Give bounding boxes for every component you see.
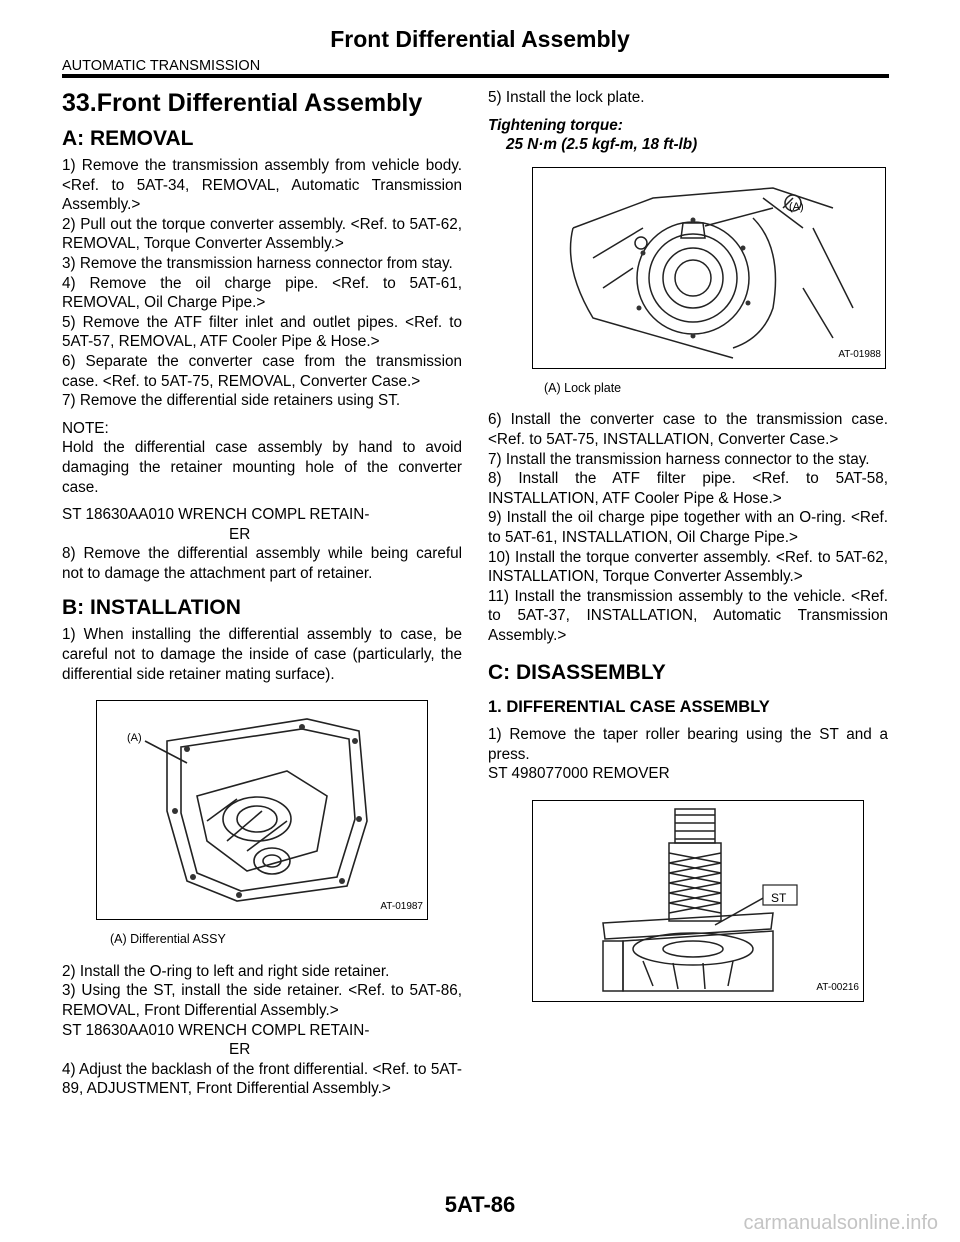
disassembly-subheading: 1. DIFFERENTIAL CASE ASSEMBLY: [488, 697, 770, 716]
remover-figure: [532, 800, 864, 1002]
installation-step-10: 10) Install the torque converter assembly. <Ref. to 5AT-62, INSTALLATION, Torque Converter Assembly.>: [488, 548, 888, 586]
installation-step-7: 7) Install the transmission harness connector to the stay.: [488, 450, 870, 468]
torque-value: 25 N·m (2.5 kgf-m, 18 ft-lb): [506, 136, 698, 154]
section-title: 33.Front Differential Assembly: [62, 89, 423, 117]
lock-plate-figure: [532, 167, 886, 369]
st-tool-line: ST 18630AA010 WRENCH COMPL RETAIN-: [62, 506, 370, 524]
st-tool-line-2: ST 18630AA010 WRENCH COMPL RETAIN-: [62, 1021, 370, 1039]
lock-plate-illustration: [533, 168, 885, 368]
removal-step-1: 1) Remove the transmission assembly from vehicle body. <Ref. to 5AT-34, REMOVAL, Automatic Transmission Assembly.>: [62, 157, 462, 214]
disassembly-heading: C: DISASSEMBLY: [488, 660, 666, 684]
installation-step-4: 4) Adjust the backlash of the front differential. <Ref. to 5AT-89, ADJUSTMENT, Front Differential Assembly.>: [62, 1060, 462, 1098]
installation-step-1: 1) When installing the differential assembly to case, be careful not to damage the inside of case (particularly, the differential side retainer mating surface).: [62, 626, 462, 683]
figure-code: AT-01988: [838, 349, 881, 361]
st-tool-line-3: ST 498077000 REMOVER: [488, 765, 670, 783]
figure-callout-a: (A): [127, 732, 142, 745]
removal-step-8: 8) Remove the differential assembly while being careful not to damage the attachment part of retainer.: [62, 545, 462, 582]
installation-heading: B: INSTALLATION: [62, 596, 241, 620]
figure-callout-a: (A): [789, 200, 804, 213]
removal-step-2: 2) Pull out the torque converter assembly. <Ref. to 5AT-62, REMOVAL, Torque Converter Assembly.>: [62, 215, 462, 253]
st-tool-line-2-cont: ER: [229, 1041, 251, 1059]
disassembly-step-1: 1) Remove the taper roller bearing using the ST and a press.: [488, 726, 888, 763]
left-column: [62, 88, 462, 1099]
installation-step-6: 6) Install the converter case to the transmission case. <Ref. to 5AT-75, INSTALLATION, Converter Case.>: [488, 411, 888, 448]
note-label: NOTE:: [62, 419, 109, 437]
removal-step-5: 5) Remove the ATF filter inlet and outlet pipes. <Ref. to 5AT-57, REMOVAL, ATF Cooler Pipe & Hose.>: [62, 313, 462, 351]
installation-step-9: 9) Install the oil charge pipe together with an O-ring. <Ref. to 5AT-61, INSTALLATION, Oil Charge Pipe.>: [488, 509, 888, 546]
figure-callout-st: ST: [771, 890, 787, 905]
differential-assy-figure: [96, 700, 428, 920]
watermark: carmanualsonline.info: [743, 1212, 938, 1234]
page-number: 5AT-86: [444, 1192, 516, 1217]
removal-step-7: 7) Remove the differential side retainers using ST.: [62, 392, 401, 410]
installation-step-2: 2) Install the O-ring to left and right side retainer.: [62, 962, 390, 980]
remover-illustration: [533, 801, 863, 1001]
page-title: Front Differential Assembly: [330, 26, 630, 52]
removal-step-3: 3) Remove the transmission harness connector from stay.: [62, 254, 453, 272]
differential-assy-illustration: [97, 701, 427, 919]
installation-step-11: 11) Install the transmission assembly to the vehicle. <Ref. to 5AT-37, INSTALLATION, Automatic Transmission Assembly.>: [488, 587, 888, 644]
removal-heading: A: REMOVAL: [62, 127, 194, 150]
right-column: [488, 88, 888, 1002]
header-divider: [62, 74, 889, 78]
installation-step-8: 8) Install the ATF filter pipe. <Ref. to 5AT-58, INSTALLATION, ATF Cooler Pipe & Hose.>: [488, 470, 888, 507]
section-label: AUTOMATIC TRANSMISSION: [62, 58, 261, 74]
st-tool-line-cont: ER: [229, 525, 251, 543]
installation-step-5: 5) Install the lock plate.: [488, 89, 645, 106]
removal-step-6: 6) Separate the converter case from the transmission case. <Ref. to 5AT-75, REMOVAL, Converter Case.>: [62, 352, 462, 390]
figure-caption: (A) Lock plate: [544, 380, 622, 395]
torque-label: Tightening torque:: [488, 116, 623, 134]
figure-code: AT-00216: [816, 982, 859, 994]
figure-code: AT-01987: [380, 900, 423, 912]
installation-step-3: 3) Using the ST, install the side retainer. <Ref. to 5AT-86, REMOVAL, Front Differential Assembly.>: [62, 982, 462, 1020]
removal-step-4: 4) Remove the oil charge pipe. <Ref. to 5AT-61, REMOVAL, Oil Charge Pipe.>: [62, 274, 462, 312]
note-text: Hold the differential case assembly by hand to avoid damaging the retainer mounting hole of the converter case.: [62, 439, 462, 496]
figure-caption: (A) Differential ASSY: [110, 932, 226, 947]
